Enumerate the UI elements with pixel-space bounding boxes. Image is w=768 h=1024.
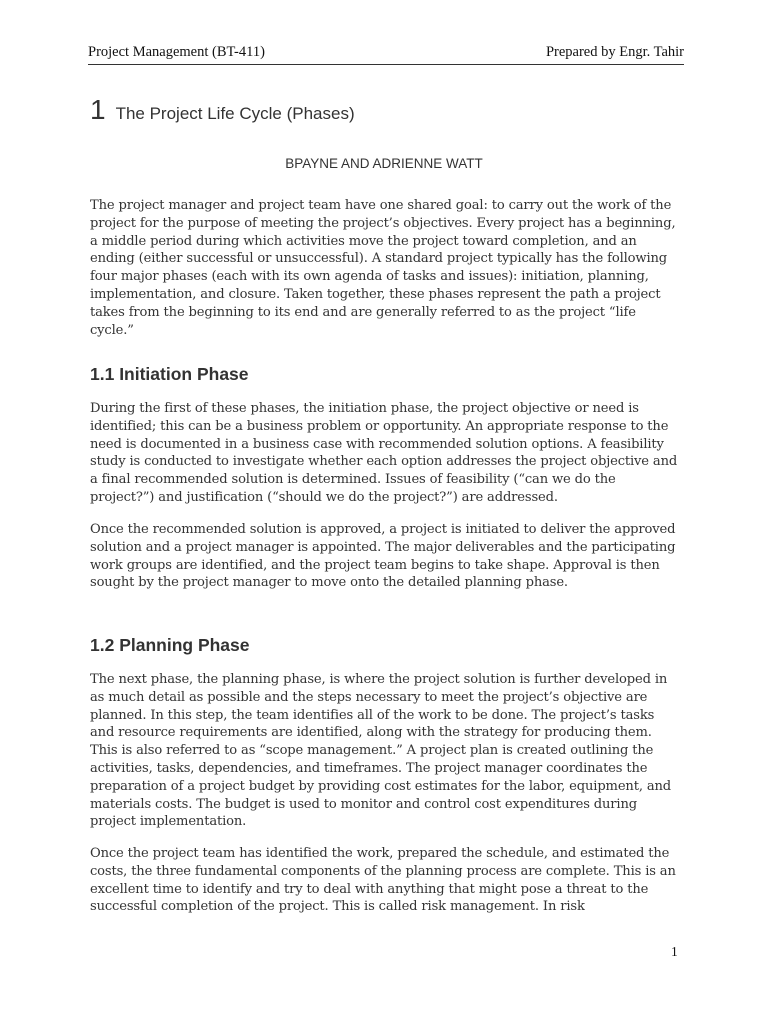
chapter-authors: BPAYNE AND ADRIENNE WATT (285, 156, 483, 171)
section-heading-planning: 1.2 Planning Phase (90, 635, 250, 655)
initiation-paragraph-1: During the first of these phases, the initiation phase, the project objective or need is identified; this can be a business problem or opportunity. An appropriate response to the need is documented in a business case with recommended solution options. A feasibility study is conducted to investigate whether each option addresses the project objective and a final recommended solution is determined. Issues of feasibility (“can we do the project?”) and justification (“should we do the project?”) are addressed. (90, 401, 678, 505)
planning-paragraph-1: The next phase, the planning phase, is where the project solution is further developed in as much detail as possible and the steps necessary to meet the project’s objective are planned. In this step, the team identifies all of the work to be done. The project’s tasks and resource requirements are identified, along with the strategy for producing them. This is also referred to as “scope management.” A project plan is created outlining the activities, tasks, dependencies, and timeframes. The project manager coordinates the preparation of a project budget by providing cost estimates for the labor, equipment, and materials costs. The budget is used to monitor and control cost expenditures during project implementation. (90, 672, 672, 830)
planning-paragraph-2: Once the project team has identified the work, prepared the schedule, and estimated the costs, the three fundamental components of the planning process are complete. This is an excellent time to identify and try to deal with anything that might pose a threat to the successful completion of the project. This is called risk management. In risk (90, 846, 676, 915)
chapter-title-text: The Project Life Cycle (Phases) (115, 104, 355, 123)
intro-paragraph: The project manager and project team have one shared goal: to carry out the work of the project for the purpose of meeting the project’s objectives. Every project has a beginning, a middle period during which activities move the project toward completion, and an ending (either successful or unsuccessful). A standard project typically has the following four major phases (each with its own agenda of tasks and issues): initiation, planning, implementation, and closure. Taken together, these phases represent the path a project takes from the beginning to its end and are generally referred to as the project “life cycle.” (90, 198, 676, 338)
header-course-title: Project Management (BT-411) (88, 44, 265, 60)
chapter-number: 1 (90, 94, 106, 125)
header-author: Prepared by Engr. Tahir (545, 44, 684, 60)
page-number: 1 (671, 944, 678, 959)
section-heading-initiation: 1.1 Initiation Phase (90, 364, 249, 384)
chapter-title (90, 94, 355, 126)
initiation-paragraph-2: Once the recommended solution is approved, a project is initiated to deliver the approved solution and a project manager is appointed. The major deliverables and the participating work groups are identified, and the project team begins to take shape. Approval is then sought by the project manager to move onto the detailed planning phase. (90, 522, 676, 591)
page-header (88, 44, 684, 65)
